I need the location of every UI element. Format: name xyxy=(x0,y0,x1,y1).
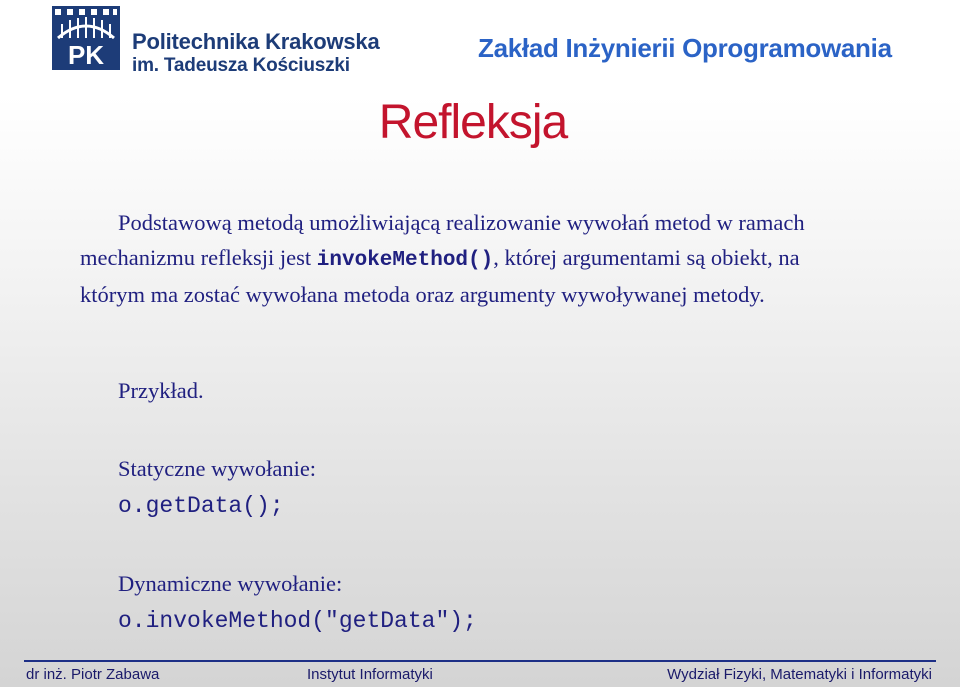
footer-faculty: Wydział Fizyki, Matematyki i Informatyki xyxy=(667,666,932,683)
footer-author: dr inż. Piotr Zabawa xyxy=(26,666,160,683)
static-call-label: Statyczne wywołanie: xyxy=(118,456,317,481)
footer-divider xyxy=(24,660,936,662)
paragraph-text-start: Podstawową metodą umożliwiającą realizowanie wywołań metod w ramach mechanizmu refleksji jest xyxy=(80,210,805,270)
inline-code-invokemethod: invokeMethod() xyxy=(316,248,494,272)
university-logo xyxy=(52,6,120,70)
footer-institute: Instytut Informatyki xyxy=(307,666,433,683)
svg-text:PK: PK xyxy=(67,40,105,70)
department-name: Zakład Inżynierii Oprogramowania xyxy=(478,33,892,63)
university-name-line2: im. Tadeusza Kościuszki xyxy=(132,55,350,76)
dynamic-call-code: o.invokeMethod("getData"); xyxy=(118,608,477,634)
slide-title: Refleksja xyxy=(378,96,568,149)
body-paragraph xyxy=(80,206,870,313)
university-name-line1: Politechnika Krakowska xyxy=(132,29,380,54)
dynamic-call-label: Dynamiczne wywołanie: xyxy=(118,571,343,596)
static-call-code: o.getData(); xyxy=(118,493,284,519)
paragraph-text-end: , której argumentami są obiekt, na którym ma zostać wywołana metoda oraz argumenty wywoływanej metody. xyxy=(80,244,800,307)
university-name xyxy=(132,30,379,78)
example-label: Przykład. xyxy=(118,378,204,403)
